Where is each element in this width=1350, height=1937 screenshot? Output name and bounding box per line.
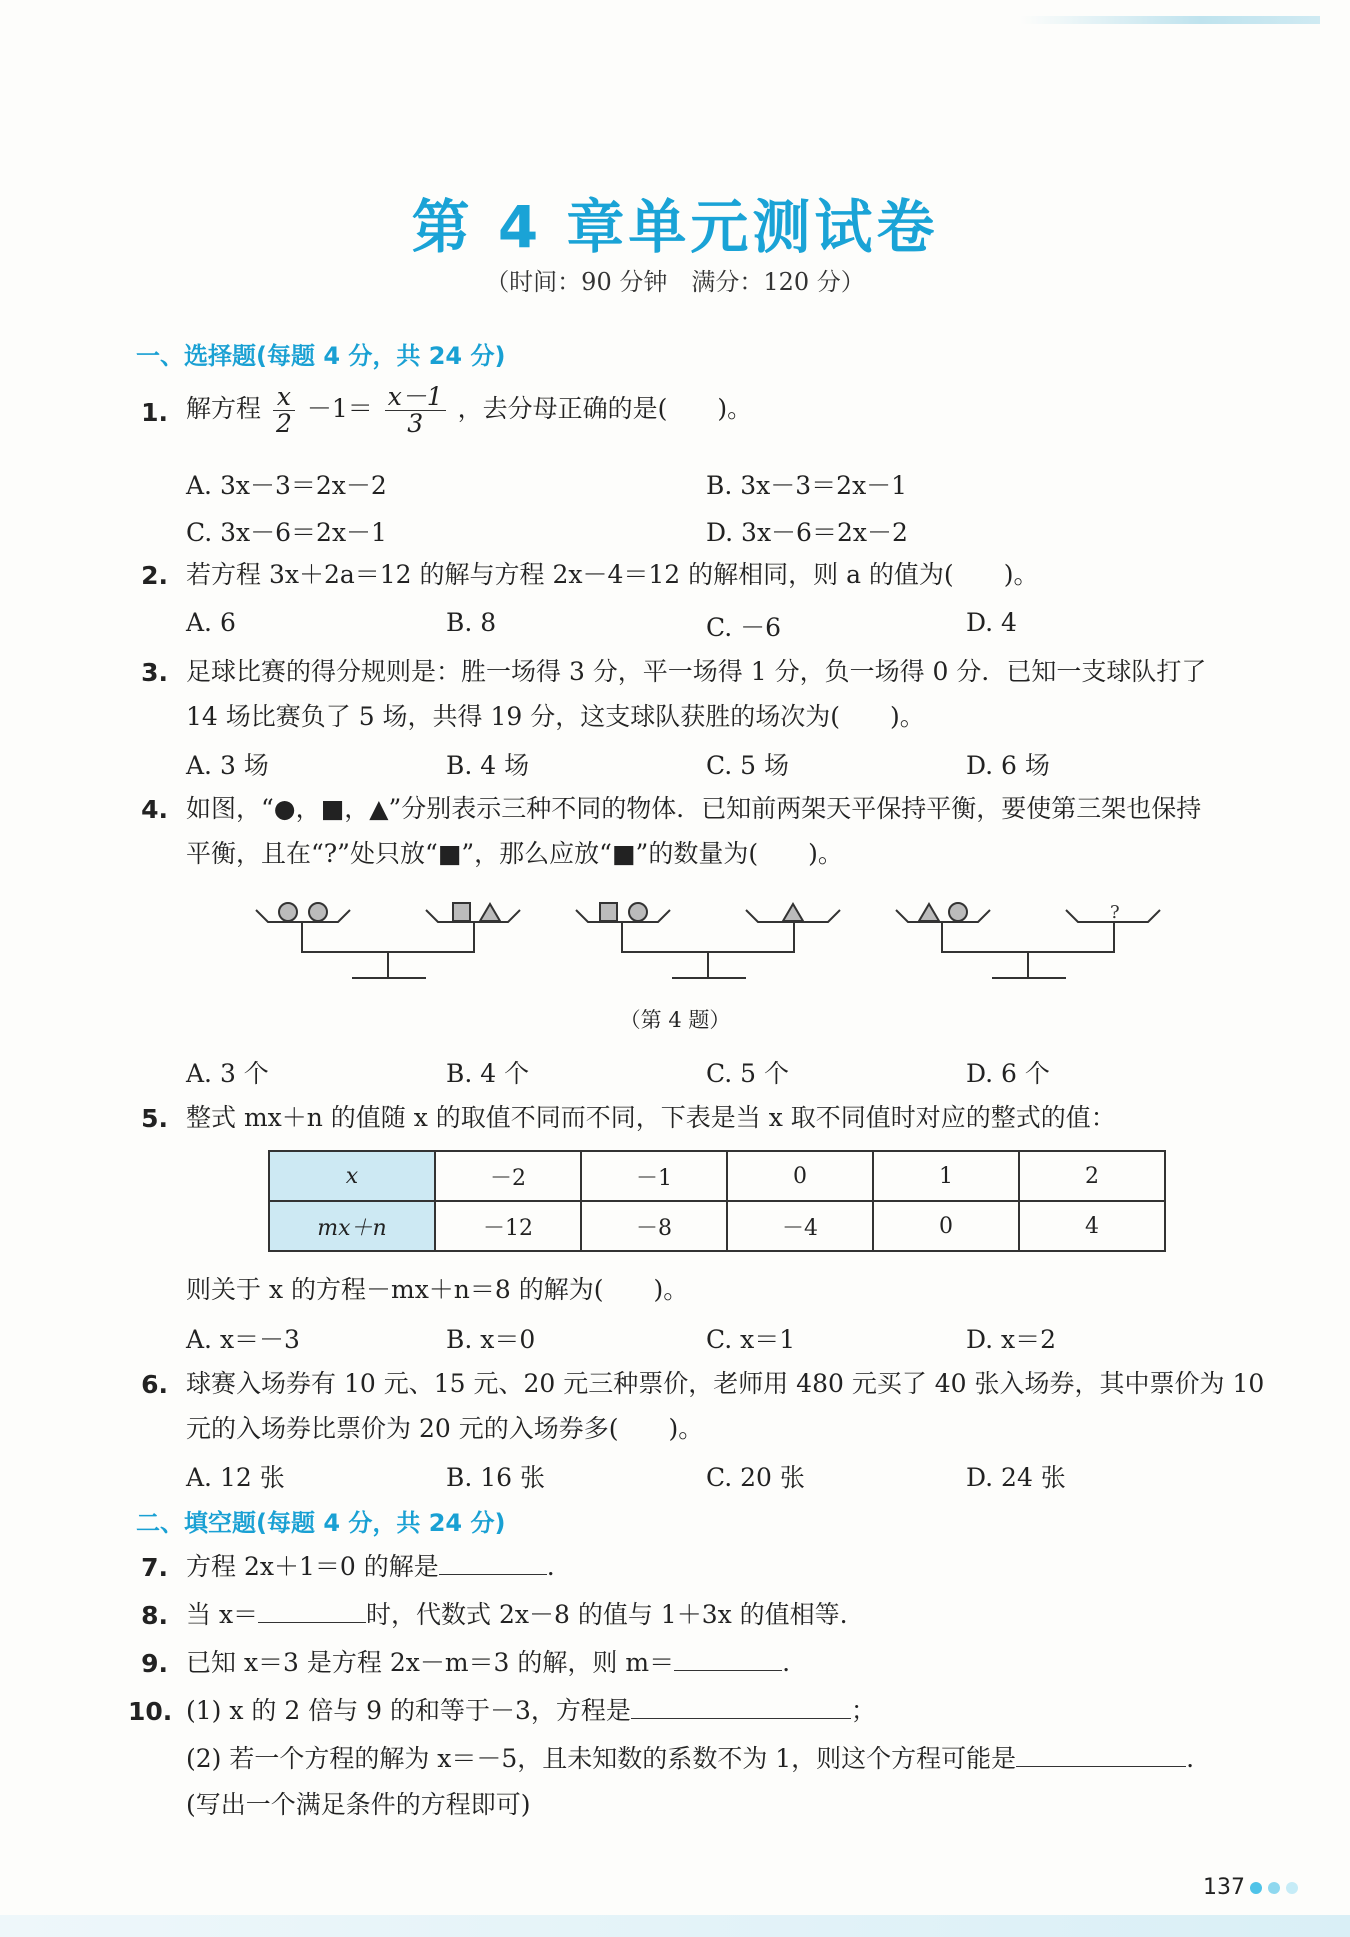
option-d: D. 6 个	[966, 1059, 1050, 1088]
triangle-object	[919, 904, 939, 921]
question-mark-label: ?	[1110, 902, 1120, 923]
q8-text: 当 x＝	[186, 1600, 259, 1629]
question-10-note: (写出一个满足条件的方程即可)	[186, 1790, 531, 1819]
question-5-stem: 整式 mx＋n 的值随 x 的取值不同而不同，下表是当 x 取不同值时对应的整式的值：	[186, 1103, 1116, 1132]
balance-figure	[240, 890, 1180, 990]
q8-end: 时，代数式 2x－8 的值与 1＋3x 的值相等.	[366, 1600, 848, 1629]
balance-2	[576, 903, 840, 978]
q1-f1-den: 2	[275, 409, 292, 438]
answer-blank[interactable]	[1016, 1744, 1186, 1767]
question-10-part2	[186, 1743, 1194, 1775]
page-title: 第 4 章单元测试卷	[411, 193, 939, 261]
q1-fraction-1	[273, 384, 295, 437]
table-cell: －4	[727, 1201, 873, 1251]
table-row	[269, 1201, 1165, 1251]
option-a: A. 3 场	[186, 751, 269, 780]
q10-part2-text: (2) 若一个方程的解为 x＝－5，且未知数的系数不为 1，则这个方程可能是	[186, 1744, 1017, 1773]
q7-text: 方程 2x＋1＝0 的解是	[186, 1552, 439, 1581]
table-cell: 0	[873, 1201, 1019, 1251]
option-c: C. －6	[706, 613, 782, 642]
option-c: C. 5 个	[706, 1059, 789, 1088]
question-number: 10.	[128, 1697, 173, 1726]
option-c: C. 5 场	[706, 751, 789, 780]
question-3-line2: 14 场比赛负了 5 场，共得 19 分，这支球队获胜的场次为( )。	[186, 702, 925, 731]
question-number: 2.	[141, 561, 168, 590]
answer-blank[interactable]	[631, 1696, 851, 1719]
table-cell: 0	[727, 1151, 873, 1201]
table-cell: －8	[581, 1201, 727, 1251]
page-dot-icon	[1250, 1882, 1262, 1894]
figure-caption: （第 4 题）	[619, 1008, 731, 1032]
option-d: D. 4	[966, 608, 1017, 637]
q7-end: .	[546, 1552, 555, 1581]
answer-blank[interactable]	[674, 1648, 782, 1671]
circle-object	[279, 903, 297, 921]
triangle-object	[480, 904, 500, 921]
question-8-stem	[186, 1599, 848, 1631]
value-table	[268, 1150, 1166, 1252]
option-a: A. 6	[186, 608, 236, 637]
table-header-cell: mx＋n	[269, 1201, 435, 1251]
table-cell: －2	[435, 1151, 581, 1201]
option-c: C. 3x－6＝2x－1	[186, 518, 387, 547]
square-object	[453, 903, 470, 921]
q1-fraction-2	[385, 384, 446, 437]
q1-f2-den: 3	[407, 409, 424, 438]
question-number: 5.	[141, 1104, 168, 1133]
table-cell: 1	[873, 1151, 1019, 1201]
option-d: D. x＝2	[966, 1325, 1057, 1354]
top-decor-bar	[1020, 16, 1320, 24]
section-heading-choice: 一、选择题(每题 4 分，共 24 分)	[136, 342, 506, 370]
q9-end: .	[782, 1648, 791, 1677]
option-d: D. 3x－6＝2x－2	[706, 518, 908, 547]
option-a: A. x＝－3	[186, 1325, 300, 1354]
bottom-decor-bar	[0, 1915, 1350, 1937]
option-b: B. x＝0	[446, 1325, 536, 1354]
question-number: 1.	[141, 398, 168, 427]
question-number: 6.	[141, 1370, 168, 1399]
question-3-line1: 足球比赛的得分规则是：胜一场得 3 分，平一场得 1 分，负一场得 0 分．已知一支球队打了	[186, 657, 1207, 686]
option-d: D. 24 张	[966, 1463, 1066, 1492]
option-b: B. 16 张	[446, 1463, 546, 1492]
question-number: 4.	[141, 795, 168, 824]
option-c: C. 20 张	[706, 1463, 805, 1492]
q10-part2-end: .	[1186, 1744, 1195, 1773]
question-5-followup: 则关于 x 的方程－mx＋n＝8 的解为( )。	[186, 1275, 689, 1304]
question-2-stem: 若方程 3x＋2a＝12 的解与方程 2x－4＝12 的解相同，则 a 的值为( )。	[186, 560, 1039, 589]
question-6-line1: 球赛入场券有 10 元、15 元、20 元三种票价，老师用 480 元买了 40 张入场券，其中票价为 10	[186, 1369, 1265, 1398]
option-a: A. 3x－3＝2x－2	[186, 471, 387, 500]
q1-f1-num: x	[273, 384, 295, 411]
circle-object	[309, 903, 327, 921]
q9-text: 已知 x＝3 是方程 2x－m＝3 的解，则 m＝	[186, 1648, 675, 1677]
option-a: A. 3 个	[186, 1059, 269, 1088]
question-number: 8.	[141, 1601, 168, 1630]
question-4-line1: 如图，“●，■，▲”分别表示三种不同的物体．已知前两架天平保持平衡，要使第三架也保持	[186, 794, 1202, 823]
question-9-stem	[186, 1647, 790, 1679]
q1-prefix: 解方程	[186, 394, 262, 423]
q1-suffix: ，去分母正确的是( )。	[457, 394, 753, 423]
page-number: 137	[1203, 1875, 1245, 1900]
page-dot-icon	[1286, 1882, 1298, 1894]
table-row	[269, 1151, 1165, 1201]
circle-object	[949, 903, 967, 921]
table-cell: －1	[581, 1151, 727, 1201]
option-b: B. 8	[446, 608, 497, 637]
q1-f2-num: x－1	[385, 384, 446, 411]
table-cell: －12	[435, 1201, 581, 1251]
balance-1	[256, 903, 520, 978]
q10-part1-end: ；	[850, 1696, 876, 1725]
question-number: 3.	[141, 658, 168, 687]
question-4-line2: 平衡，且在“?”处只放“■”，那么应放“■”的数量为( )。	[186, 839, 843, 868]
question-10-part1	[186, 1695, 876, 1727]
option-a: A. 12 张	[186, 1463, 285, 1492]
answer-blank[interactable]	[439, 1552, 547, 1575]
question-6-line2: 元的入场券比票价为 20 元的入场券多( )。	[186, 1414, 704, 1443]
table-cell: 4	[1019, 1201, 1165, 1251]
triangle-object	[783, 904, 803, 921]
option-b: B. 4 个	[446, 1059, 530, 1088]
option-c: C. x＝1	[706, 1325, 796, 1354]
page-dot-icon	[1268, 1882, 1280, 1894]
square-object	[600, 903, 617, 921]
option-b: B. 3x－3＝2x－1	[706, 471, 908, 500]
question-1-stem	[186, 384, 752, 437]
circle-object	[629, 903, 647, 921]
option-d: D. 6 场	[966, 751, 1050, 780]
option-b: B. 4 场	[446, 751, 530, 780]
table-header-cell: x	[269, 1151, 435, 1201]
section-heading-fill: 二、填空题(每题 4 分，共 24 分)	[136, 1509, 506, 1537]
q10-part1-text: (1) x 的 2 倍与 9 的和等于－3，方程是	[186, 1696, 631, 1725]
page-subtitle: （时间：90 分钟 满分：120 分）	[485, 268, 865, 296]
question-number: 9.	[141, 1649, 168, 1678]
question-7-stem	[186, 1551, 555, 1583]
q1-mid: －1＝	[306, 394, 373, 423]
table-cell: 2	[1019, 1151, 1165, 1201]
balance-3	[896, 903, 1160, 978]
answer-blank[interactable]	[258, 1600, 366, 1623]
question-number: 7.	[141, 1553, 168, 1582]
